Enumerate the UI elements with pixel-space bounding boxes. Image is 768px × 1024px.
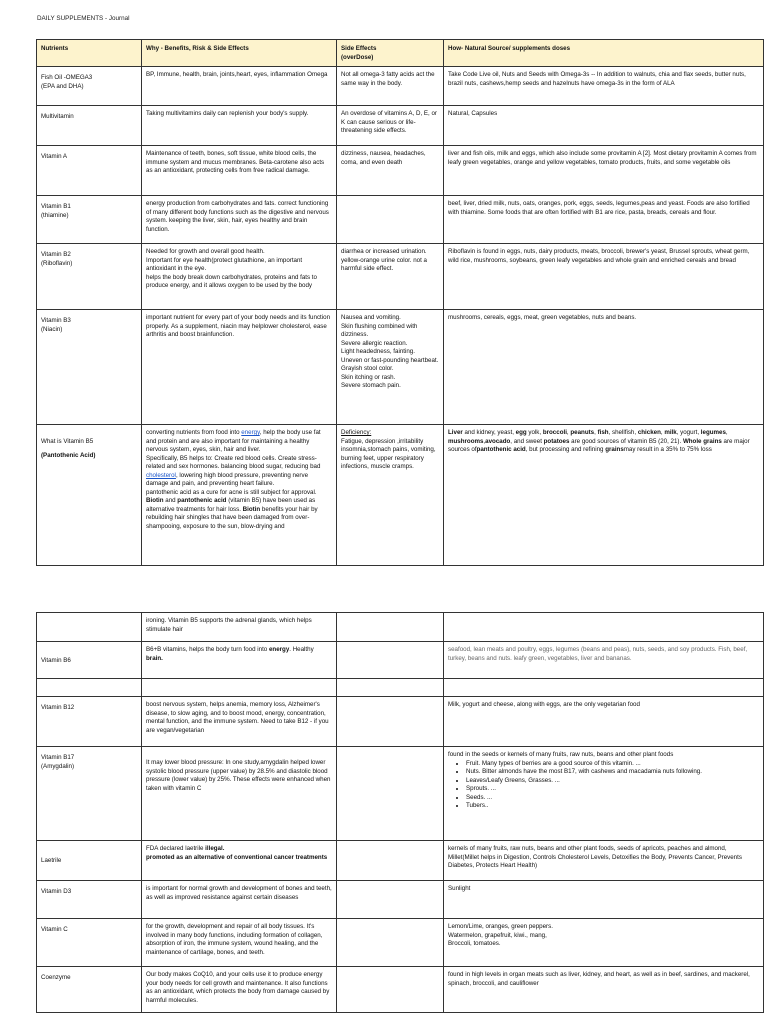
nutrient-name-line2: (Pantothenic Acid) (41, 451, 96, 459)
food-bold: legumes (700, 429, 726, 436)
nutrient-name: Coenzyme (37, 967, 142, 1013)
why-text: benefits your hair by rebuilding hair shingles that have been damaged from over-shampooing, exposure to the sun, blow-drying and (146, 505, 318, 531)
energy-link[interactable]: energy (241, 429, 260, 436)
why-text: converting nutrients from food into (146, 429, 242, 436)
why-bold: Biotin (146, 497, 164, 505)
table-row-vitamin-d3 (37, 881, 764, 919)
table-row-vitamin-b3 (37, 310, 764, 425)
food-text: , (660, 429, 665, 436)
list-item: • Fruit. Many types of berries are a good source of this vitamin. ... (466, 760, 759, 769)
how-cell: Sunlight (444, 881, 764, 919)
why-cell: BP, Immune, health, brain, joints,heart, eyes, inflammation Omega (142, 67, 337, 106)
header-row (37, 40, 764, 67)
header-side-effects-line2: (overDose) (341, 53, 374, 61)
side-effects-cell (337, 642, 444, 679)
why-bold: energy (268, 646, 290, 653)
nutrient-name (37, 244, 142, 310)
how-line: Watermelon, grapefruit, kiwi., mang, (448, 931, 547, 939)
nutrient-name-line1: Fish Oil -OMEGA3 (41, 74, 93, 81)
side-effect-text: Fatigue, depression ,irritability insomnia,stomach pains, vomiting, burning feet, upper respiratory infections, muscle cramps. (341, 437, 436, 471)
food-text: , shellfish, (608, 429, 638, 436)
food-bold: pantothenic acid (476, 446, 526, 454)
deficiency-heading: Deficiency: (341, 429, 372, 436)
table-row-vitamin-b2 (37, 244, 764, 310)
why-cell (142, 642, 337, 679)
food-bold: Liver (448, 429, 463, 436)
food-text: are major sources of (448, 437, 750, 454)
how-cell: Natural, Capsules (444, 106, 764, 146)
how-cell: found in high levels in organ meats such as liver, kidney, and heart, as well as in beef, sardines, and mackerel, spinach, broccoli, and cauliflower (444, 967, 764, 1013)
why-line: Important for eye health(protect glutathione, an important antioxidant in the eye. (146, 256, 303, 273)
list-item: • Nuts. Bitter almonds have the most B17, with cashews and macadamia nuts following. (466, 768, 759, 777)
side-effects-cell (337, 881, 444, 919)
food-bold: broccoli (542, 429, 567, 436)
why-line (146, 497, 332, 531)
header-nutrients: Nutrients (37, 40, 142, 67)
why-cell: is important for normal growth and development of bones and teeth, as well as improved resistance against certain diseases (142, 881, 337, 919)
food-bold: Whole grains (682, 437, 722, 445)
food-text: , (594, 429, 598, 436)
side-effect-line: Skin flushing combined with dizziness. (341, 322, 418, 339)
side-effects-cell: diarrhea or increased urination. yellow-orange urine color. not a harmful side effect. (337, 244, 444, 310)
why-cell: Taking multivitamins daily can replenish your body's supply. (142, 106, 337, 146)
cholesterol-link[interactable]: cholesterol (146, 471, 176, 479)
table-row-fish-oil (37, 67, 764, 106)
list-item: • Leaves/Leafy Greens, Grasses. ... (466, 777, 759, 786)
food-list (448, 760, 759, 811)
nutrient-name (37, 310, 142, 425)
nutrient-name (37, 613, 142, 642)
food-bold: egg (515, 429, 527, 436)
food-text: , but processing and refining (525, 446, 606, 454)
food-bold: fish (597, 429, 609, 436)
nutrient-name (37, 67, 142, 106)
document-title: DAILY SUPPLEMENTS - Journal (37, 15, 130, 22)
side-effect-line: Nausea and vomiting. (341, 314, 401, 321)
table-row-vitamin-b12 (37, 697, 764, 747)
header-side-effects (337, 40, 444, 67)
supplements-table-page1 (36, 39, 764, 566)
why-cell: important nutrient for every part of your body needs and its function properly. As a supplement, niacin may helplower cholesterol, ease arthritis and boost brainfunction. (142, 310, 337, 425)
nutrient-name-line1: Vitamin B3 (41, 317, 71, 324)
how-cell (444, 613, 764, 642)
food-text: , (483, 437, 486, 445)
food-text: may result in a 35% to 75% loss (623, 446, 712, 454)
side-effect-line: Grayish stool color. (341, 365, 394, 373)
why-text: and (163, 497, 178, 505)
food-bold: chicken (637, 429, 661, 436)
table-row-vitamin-b6 (37, 642, 764, 679)
supplements-table-page2 (36, 612, 764, 1013)
nutrient-name-line2: (EPA and DHA) (41, 82, 84, 90)
list-item: • Tubers.. (466, 802, 759, 811)
side-effect-line: Severe stomach pain. (341, 382, 401, 390)
table-row-vitamin-c (37, 919, 764, 967)
why-line: pantothenic acid as a cure for acne is still subject for approval. (146, 488, 317, 496)
nutrient-name-line2: (Niacin) (41, 325, 63, 333)
side-effects-cell: dizziness, nausea, headaches, coma, and even death (337, 146, 444, 196)
how-cell (444, 425, 764, 566)
nutrient-name-line1: Vitamin B1 (41, 203, 71, 210)
food-text: and kidney, yeast, (462, 429, 516, 436)
nutrient-name-line1: Vitamin B17 (41, 754, 75, 761)
why-line (146, 455, 332, 489)
why-cell: Our body makes CoQ10, and your cells use it to produce energy your body needs for cell growth and maintenance. It also functions as an antioxidant, which protects the body from damage caused by harmful molecules. (142, 967, 337, 1013)
list-item: • Sprouts. ... (466, 785, 759, 794)
table-row-vitamin-b5 (37, 425, 764, 566)
how-cell: kernels of many fruits, raw nuts, beans and other plant foods, seeds of apricots, peaches and almond, Millet(Millet helps in Digestion, Controls Cholesterol Levels, Detoxifies the Body, Prevents Cancer, Prevents Diabetes, Protects Heart Health) (444, 841, 764, 881)
nutrient-name-line2: (Amygdalin) (41, 762, 75, 770)
nutrient-name: Vitamin B6 (37, 642, 142, 679)
side-effects-cell (337, 425, 444, 566)
nutrient-name: Vitamin C (37, 919, 142, 967)
side-effects-cell (337, 919, 444, 967)
table-row-b5-continued (37, 613, 764, 642)
why-cell (142, 425, 337, 566)
nutrient-name (37, 425, 142, 566)
nutrient-name-line2: (Riboflavin) (41, 259, 73, 267)
why-cell: Maintenance of teeth, bones, soft tissue, white blood cells, the immune system and mucus membranes. Beta-carotene also acts as an antioxidant, protecting cells from free radical damage. (142, 146, 337, 196)
how-intro: found in the seeds or kernels of many fruits, raw nuts, beans and other plant foods (448, 751, 674, 758)
food-bold: avocado (485, 437, 511, 445)
why-text: , help the body use fat and protein and are also important for maintaining a healthy nervous system, eyes, skin, hair and liver. (146, 429, 321, 454)
why-text: (vitamin B5) have been used as alternative treatments for hair loss. (146, 497, 316, 513)
table-row-vitamin-b17 (37, 747, 764, 841)
nutrient-name: Vitamin A (37, 146, 142, 196)
header-side-effects-line1: Side Effects (341, 45, 377, 52)
why-cell: boost nervous system, helps anemia, memory loss, Alzheimer's disease, to slow aging, and to boost mood, energy, concentration, mental function, and the immune system. Need to take B12 - if you are vegan/vegetarian (142, 697, 337, 747)
nutrient-name: Laetrile (37, 841, 142, 881)
why-bold: illegal. (205, 845, 225, 852)
why-cell: It may lower blood pressure: In one study,amygdalin helped lower systolic blood pressure (upper value) by 28.5% and diastolic blood pressure (lower value) by 25%. These effects were enhanced when taken with vitamin C (142, 747, 337, 841)
why-text: B6+B vitamins, helps the body turn food into (146, 646, 269, 653)
nutrient-name-line1: What is Vitamin B5 (41, 438, 94, 445)
side-effects-cell (337, 967, 444, 1013)
nutrient-name: Vitamin B12 (37, 697, 142, 747)
food-bold: peanuts (570, 429, 595, 436)
why-cell (142, 841, 337, 881)
nutrient-name-line2: (thiamine) (41, 211, 69, 219)
food-bold: mushrooms (448, 437, 484, 445)
food-text: , (725, 429, 728, 436)
side-effects-cell (337, 841, 444, 881)
how-cell: beef, liver, dried milk, nuts, oats, oranges, pork, eggs, seeds, legumes,peas and yeast. Foods are also fortified with thiamine. Some foods that are often fortified with B1 are rice, pasta, breads, cereals and flour. (444, 196, 764, 244)
how-cell: Riboflavin is found in eggs, nuts, dairy products, meats, broccoli, brewer's yeast, Brussel sprouts, wheat germ, wild rice, mushrooms, soybeans, green leafy vegetables and whole grain and enriched cereals and bread (444, 244, 764, 310)
food-bold: grains (605, 446, 624, 454)
why-bold: Biotin (242, 505, 261, 513)
table-row-multivitamin (37, 106, 764, 146)
side-effects-cell (337, 747, 444, 841)
food-text: , and sweet (510, 437, 544, 445)
how-cell: mushrooms, cereals, eggs, meat, green vegetables, nuts and beans. (444, 310, 764, 425)
how-cell (444, 747, 764, 841)
table-row-empty (37, 679, 764, 697)
why-text: Specifically, B5 helps to: Create red blood cells. Create stress-related and sex hormones. balancing blood sugar, reducing bad (146, 454, 321, 471)
food-text: yolk, (526, 429, 543, 436)
side-effect-line: Light headedness, fainting. (341, 348, 415, 356)
how-cell (444, 919, 764, 967)
how-cell: Milk, yogurt and cheese, along with eggs, are the only vegetarian food (444, 697, 764, 747)
why-text: , lowering high blood pressure, preventing nerve damage and pain, and preventing heart failure. (146, 471, 309, 488)
nutrient-name (37, 196, 142, 244)
how-cell: seafood, lean meats and poultry, eggs, legumes (beans and peas), nuts, seeds, and soy products. Fish, beef, turkey, beans and nuts. leafy green, vegetables, liver and bananas. (444, 642, 764, 679)
empty-cell (337, 679, 444, 697)
why-line: Needed for growth and overall good health. (146, 248, 265, 255)
table-row-vitamin-a (37, 146, 764, 196)
why-bold: pantothenic acid (177, 497, 227, 505)
food-text: are good sources of vitamin B5 (20, 21). (569, 437, 683, 445)
nutrient-name: Multivitamin (37, 106, 142, 146)
why-cell: energy production from carbohydrates and fats. correct functioning of many different body functions such as the digestive and nervous system. keeping the liver, skin, hair, eyes healthy and brain function. (142, 196, 337, 244)
nutrient-name: Vitamin D3 (37, 881, 142, 919)
empty-cell (37, 679, 142, 697)
food-bold: potatoes (543, 437, 570, 445)
side-effect-line: Severe allergic reaction. (341, 339, 408, 347)
empty-cell (142, 679, 337, 697)
food-text: , (566, 429, 571, 436)
how-line: Lemon/Lime, oranges, green peppers. (448, 923, 553, 930)
nutrient-name (37, 747, 142, 841)
side-effects-cell (337, 613, 444, 642)
why-cell (142, 244, 337, 310)
header-why: Why - Benefits, Risk & Side Effects (142, 40, 337, 67)
list-item: • Seeds. ... (466, 794, 759, 803)
table-row-vitamin-b1 (37, 196, 764, 244)
side-effects-cell (337, 196, 444, 244)
how-cell: Take Code Live oil, Nuts and Seeds with Omega-3s -- In addition to walnuts, chia and flax seeds, butter nuts, brazil nuts, cashews,hemp seeds and hazelnuts have omega-3s in the form of ALA (444, 67, 764, 106)
empty-cell (444, 679, 764, 697)
side-effect-line: Skin itching or rash. (341, 373, 396, 381)
nutrient-name-line1: Vitamin B2 (41, 251, 71, 258)
food-bold: milk (664, 429, 677, 436)
side-effect-line: Uneven or fast-pounding heartbeat. (341, 356, 439, 364)
how-line: Broccoli, tomatoes. (448, 940, 501, 948)
how-cell: liver and fish oils, milk and eggs, which also include some provitamin A [2]. Most dietary provitamin A comes from leafy green vegetables, orange and yellow vegetables, tomato products, fruits, and some vegetable oils (444, 146, 764, 196)
why-bold: brain. (146, 654, 163, 662)
why-line: promoted as an alternative of conventional cancer treatments (146, 853, 328, 861)
food-text: , yogurt, (676, 429, 701, 436)
why-text: . Healthy (289, 646, 314, 653)
table-row-laetrile (37, 841, 764, 881)
table-row-coenzyme (37, 967, 764, 1013)
why-text: FDA declared laetrile (146, 845, 206, 852)
header-how: How- Natural Source/ supplements doses (444, 40, 764, 67)
why-cell: ironing. Vitamin B5 supports the adrenal glands, which helps stimulate hair (142, 613, 337, 642)
side-effects-cell: Not all omega-3 fatty acids act the same way in the body. (337, 67, 444, 106)
why-line: helps the body break down carbohydrates, proteins and fats to produce energy, and it allows oxygen to be used by the body (146, 273, 317, 290)
side-effects-cell: An overdose of vitamins A, D, E, or K can cause serious or life-threatening side effects. (337, 106, 444, 146)
side-effects-cell (337, 310, 444, 425)
why-cell: for the growth, development and repair of all body tissues. It's involved in many body functions, including formation of collagen, absorption of iron, the immune system, wound healing, and the maintenance of cartilage, bones, and teeth. (142, 919, 337, 967)
side-effects-cell (337, 697, 444, 747)
